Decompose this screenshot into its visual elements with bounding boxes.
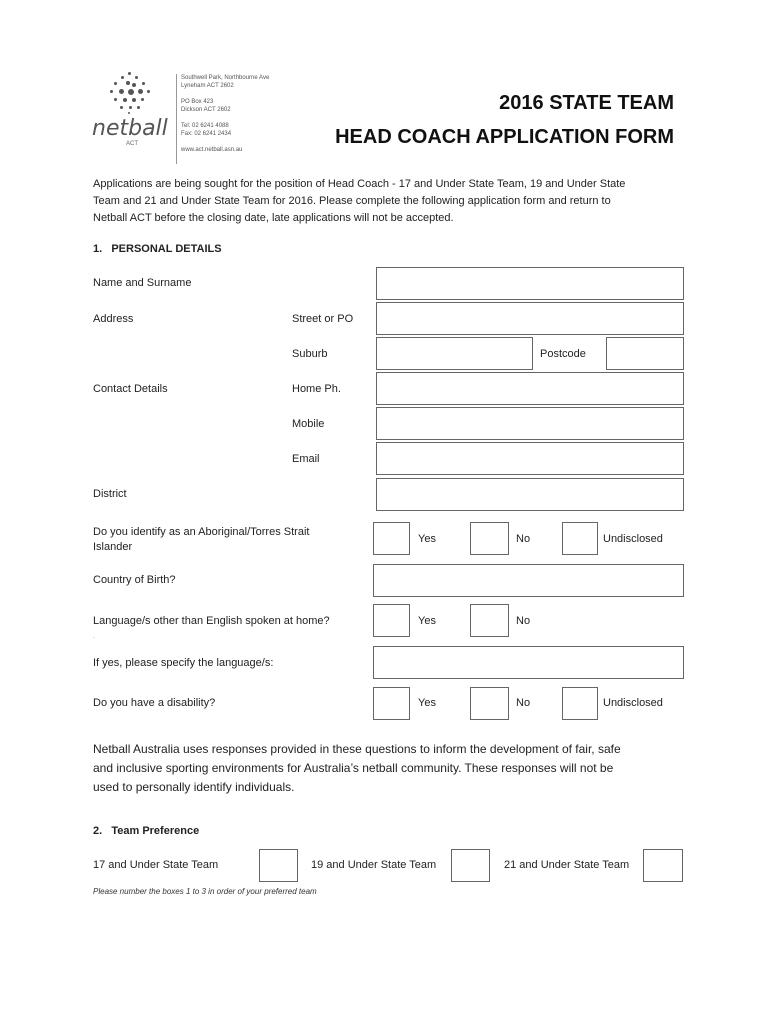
aboriginal-no-label: No [516,533,531,545]
email-field[interactable] [376,442,684,475]
po-line: PO Box 423 [181,99,214,105]
name-field[interactable] [376,267,684,300]
team1-box[interactable] [259,849,298,882]
disability-yes-label: Yes [418,697,436,709]
intro-paragraph [93,176,625,227]
form-title-line2: HEAD COACH APPLICATION FORM [335,126,674,148]
po-line: Dickson ACT 2602 [181,107,231,113]
address-line: Southwell Park, Northbourne Ave [181,75,270,81]
aboriginal-no-checkbox[interactable] [470,522,509,555]
logo-wordmark: netball [92,116,168,141]
notice-line: Netball Australia uses responses provided in these questions to inform the development of fair, safe [93,742,621,756]
homeph-label: Home Ph. [292,383,341,395]
country-field[interactable] [373,564,684,597]
contact-block [181,74,269,154]
team1-label: 17 and Under State Team [93,859,219,871]
team-preference-note: Please number the boxes 1 to 3 in order of your preferred team [93,887,317,896]
language-question: Language/s other than English spoken at home? [93,615,330,627]
name-label: Name and Surname [93,277,192,289]
language-no-label: No [516,615,531,627]
section1-heading: 1. PERSONAL DETAILS [93,243,222,255]
disability-yes-checkbox[interactable] [373,687,410,720]
district-label: District [93,488,127,500]
logo-dots-icon [106,70,156,116]
website-link[interactable]: www.act.netball.asn.au [181,147,243,153]
team3-box[interactable] [643,849,683,882]
language-yes-checkbox[interactable] [373,604,410,637]
district-field[interactable] [376,478,684,511]
team2-label: 19 and Under State Team [311,859,437,871]
contact-details-label: Contact Details [93,383,168,395]
street-label: Street or PO [292,313,354,325]
section2-heading: 2. Team Preference [93,825,200,837]
country-question: Country of Birth? [93,574,176,586]
team2-box[interactable] [451,849,490,882]
logo-subtext: ACT [126,141,138,147]
aboriginal-yes-checkbox[interactable] [373,522,410,555]
postcode-field[interactable] [606,337,684,370]
address-label: Address [93,313,134,325]
address-line: Lyneham ACT 2602 [181,83,234,89]
intro-line: Team and 21 and Under State Team for 2016. Please complete the following application form and return to [93,195,611,207]
aboriginal-undisclosed-checkbox[interactable] [562,522,598,555]
phone-line: Tel: 02 6241 4088 [181,123,229,129]
notice-line: and inclusive sporting environments for Australia’s netball community. These responses will not be [93,761,614,775]
aboriginal-undisclosed-label: Undisclosed [603,533,663,545]
aboriginal-yes-label: Yes [418,533,436,545]
notice-line: used to personally identify individuals. [93,780,295,794]
notice-paragraph [93,740,621,797]
language-yes-label: Yes [418,615,436,627]
postcode-label: Postcode [540,348,586,360]
mobile-label: Mobile [292,418,325,430]
suburb-label: Suburb [292,348,328,360]
stray-mark: . [93,633,95,640]
language-specify-field[interactable] [373,646,684,679]
intro-line: Netball ACT before the closing date, late applications will not be accepted. [93,212,454,224]
disability-undisclosed-label: Undisclosed [603,697,663,709]
language-specify-question: If yes, please specify the language/s: [93,657,274,669]
disability-no-checkbox[interactable] [470,687,509,720]
team3-label: 21 and Under State Team [504,859,630,871]
language-no-checkbox[interactable] [470,604,509,637]
disability-no-label: No [516,697,531,709]
form-title-line1: 2016 STATE TEAM [499,92,674,114]
fax-line: Fax: 02 6241 2434 [181,131,232,137]
aboriginal-question: Do you identify as an Aboriginal/Torres Strait Islander [93,526,310,553]
email-label: Email [292,453,320,465]
suburb-field[interactable] [376,337,533,370]
intro-line: Applications are being sought for the position of Head Coach - 17 and Under State Team, 19 and Under State [93,178,626,190]
logo-divider [176,74,177,164]
homeph-field[interactable] [376,372,684,405]
disability-undisclosed-checkbox[interactable] [562,687,598,720]
disability-question: Do you have a disability? [93,697,216,709]
street-field[interactable] [376,302,684,335]
netball-logo [88,70,176,150]
mobile-field[interactable] [376,407,684,440]
